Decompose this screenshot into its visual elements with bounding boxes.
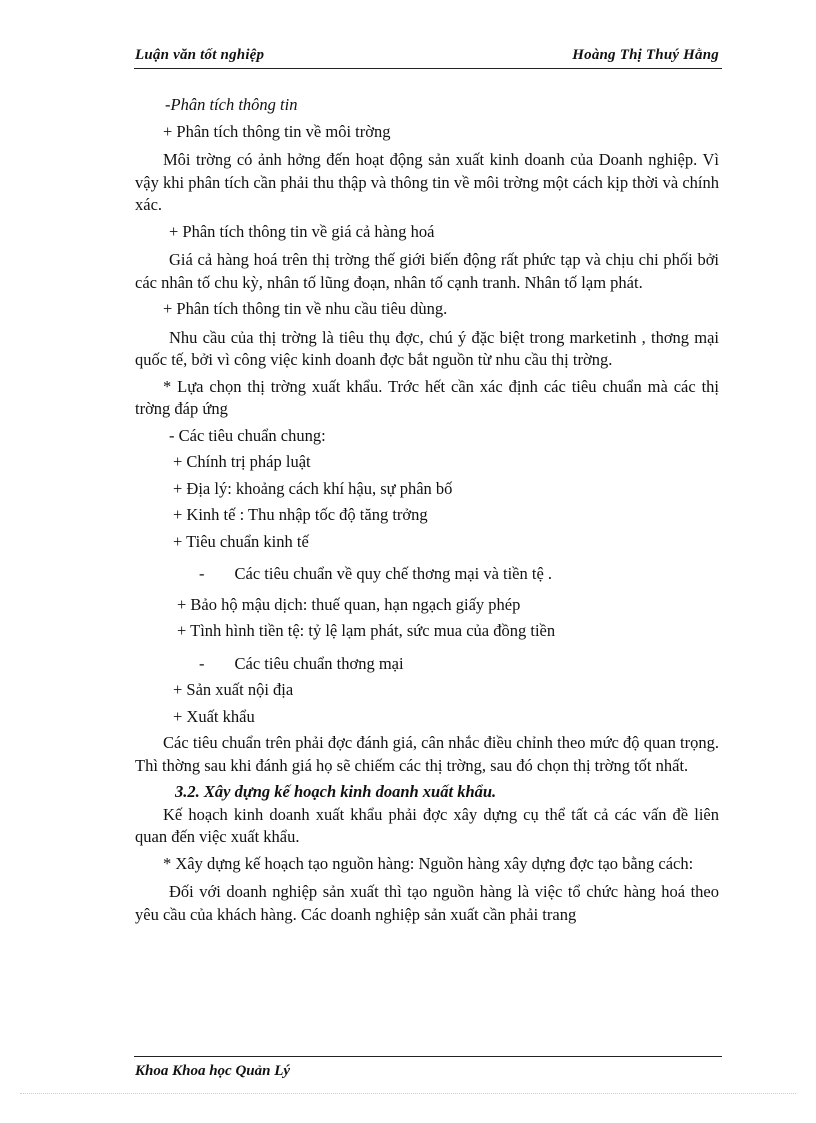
list-item: + Xuất khẩu — [173, 706, 255, 726]
page-body — [135, 94, 719, 926]
dash-item-text: Các tiêu chuẩn thơng mại — [234, 653, 404, 673]
section-heading: 3.2. Xây dựng kế hoạch kinh doanh xuất khẩu. — [175, 782, 497, 801]
dash-list-item — [199, 563, 719, 586]
paragraph: + Phân tích thông tin về nhu cầu tiêu dùng. — [163, 299, 448, 318]
list-item: - Các tiêu chuẩn chung: — [169, 425, 326, 445]
dash-bullet: - — [199, 564, 205, 583]
footer-text: Khoa Khoa học Quản Lý — [135, 1063, 291, 1079]
list-item: + Địa lý: khoảng cách khí hậu, sự phân bố — [173, 478, 453, 498]
header-left: Luận văn tốt nghiệp — [135, 47, 265, 63]
list-item: + Kinh tế : Thu nhập tốc độ tăng trởng — [173, 505, 428, 524]
paragraph: Nhu cầu của thị trờng là tiêu thụ đợc, chú ý đặc biệt trong marketinh , thơng mại quốc tế, bởi vì công việc kinh doanh đợc bắt nguồn từ nhu cầu thị trờng. — [135, 327, 719, 369]
paragraph: + Phân tích thông tin về môi trờng — [163, 121, 391, 141]
dash-bullet: - — [199, 653, 205, 673]
list-item: + Tiêu chuẩn kinh tế — [173, 531, 309, 551]
header-right: Hoàng Thị Thuý Hằng — [572, 47, 719, 63]
list-item: + Bảo hộ mậu dịch: thuế quan, hạn ngạch giấy phép — [177, 594, 521, 614]
list-item: + Chính trị pháp luật — [173, 452, 311, 471]
paragraph: Môi trờng có ảnh hởng đến hoạt động sản xuất kinh doanh của Doanh nghiệp. Vì vậy khi phân tích cần phải thu thập và thông tin về môi trờng một cách kịp thời và chính xác. — [135, 150, 719, 214]
paragraph: Các tiêu chuẩn trên phải đợc đánh giá, cân nhắc điều chỉnh theo mức độ quan trọng. Thì thờng sau khi đánh giá họ sẽ chiếm các thị trờng, sau đó chọn thị trờng tốt nhất. — [135, 733, 719, 775]
list-item: + Tình hình tiền tệ: tỷ lệ lạm phát, sức mua của đồng tiền — [177, 621, 556, 640]
list-item: + Sản xuất nội địa — [173, 680, 294, 699]
paragraph: Đối với doanh nghiệp sản xuất thì tạo nguồn hàng là việc tổ chức hàng hoá theo yêu cầu của khách hàng. Các doanh nghiệp sản xuất cần phải trang — [135, 882, 719, 924]
footer-rule — [134, 1056, 722, 1057]
paragraph: * Xây dựng kế hoạch tạo nguồn hàng: Nguồn hàng xây dựng đợc tạo bằng cách: — [163, 853, 694, 873]
paragraph: + Phân tích thông tin về giá cả hàng hoá — [169, 221, 435, 241]
paragraph: Giá cả hàng hoá trên thị trờng thế giới biến động rất phức tạp và chịu chi phối bởi các nhân tố chu kỳ, nhân tố lũng đoạn, nhân tố cạnh tranh. Nhân tố lạm phát. — [135, 250, 719, 292]
header-rule — [134, 68, 722, 69]
page-edge-dots — [20, 1093, 796, 1094]
paragraph: Kế hoạch kinh doanh xuất khẩu phải đợc xây dựng cụ thể tất cả các vấn đề liên quan đến việc xuất khẩu. — [135, 804, 719, 846]
paragraph: * Lựa chọn thị trờng xuất khẩu. Trớc hết cần xác định các tiêu chuẩn mà các thị trờng đáp ứng — [135, 376, 719, 418]
dash-item-text: Các tiêu chuẩn về quy chế thơng mại và tiền tệ . — [234, 564, 553, 583]
dash-list-item — [199, 653, 719, 676]
section-heading: -Phân tích thông tin — [165, 95, 298, 114]
